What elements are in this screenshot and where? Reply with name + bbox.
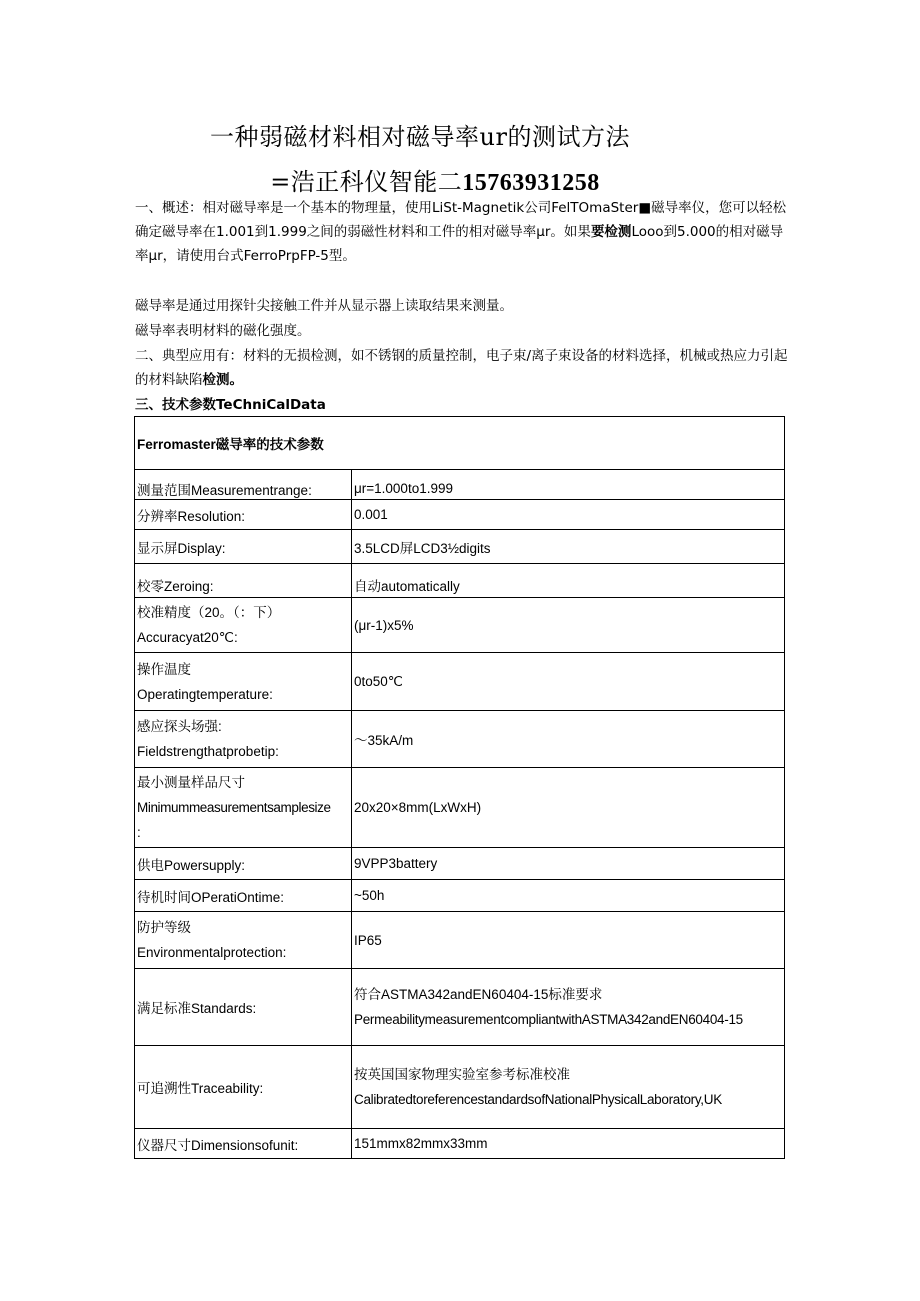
table-row [135,530,785,564]
param-value-en: PermeabilitymeasurementcompliantwithASTMA342andEN60404-15 [354,1012,743,1027]
table-row [135,653,785,711]
param-label-en: Minimummeasurementsamplesize [137,800,331,815]
param-label: 待机时间OPeratiOntime: [135,880,352,912]
param-value: 151mmx82mmx33mm [352,1129,785,1159]
param-label-tail: : [137,825,141,840]
param-label: 测量范围Measurementrange: [135,470,352,500]
applications-paragraph [135,344,790,392]
table-row [135,912,785,969]
spec-table [134,416,785,1159]
param-value: 20x20×8mm(LxWxH) [352,768,785,848]
permeability-paragraph: 磁导率表明材料的磁化强度。 [135,323,311,339]
tech-data-heading: 三、技术参数TeChniCalData [135,397,326,413]
param-label: 分辨率Resolution: [135,500,352,530]
applications-text: 二、典型应用有：材料的无损检测，如不锈钢的质量控制，电子束/离子束设备的材料选择，机械或热应力引起的材料缺陷 [135,348,788,388]
param-label [135,768,352,848]
table-row [135,500,785,530]
subtitle-company: =浩正科仪智能二 [270,168,463,196]
table-row [135,711,785,768]
param-value-en: CalibratedtoreferencestandardsofNationalPhysicalLaboratory,UK [354,1092,722,1107]
param-value [352,969,785,1046]
measurement-paragraph: 磁导率是通过用探针尖接触工件并从显示器上读取结果来测量。 [135,298,513,314]
param-label-en: Operatingtemperature: [137,686,273,702]
table-row [135,1129,785,1159]
param-label: 仪器尺寸Dimensionsofunit: [135,1129,352,1159]
table-row [135,1046,785,1129]
param-label: 供电Powersupply: [135,848,352,880]
table-row [135,969,785,1046]
param-value: (μr-1)x5% [352,598,785,653]
applications-bold-text: 检测。 [202,372,243,388]
param-label-en: Fieldstrengthatprobetip: [137,744,279,759]
param-label [135,711,352,768]
param-value: 自动automatically [352,564,785,598]
param-label-cn: 校准精度（20。（：下） [137,605,281,620]
table-header-cell: Ferromaster磁导率的技术参数 [135,417,785,470]
param-label-cn: 操作温度 [137,661,191,677]
param-value: IP65 [352,912,785,969]
param-label-cn: 感应探头场强: [137,719,222,734]
document-title: 一种弱磁材料相对磁导率ur的测试方法 [210,123,630,151]
param-value: 0.001 [352,500,785,530]
table-row [135,848,785,880]
param-value: μr=1.000to1.999 [352,470,785,500]
param-value: ～35kA/m [352,711,785,768]
param-label-cn: 防护等级 [137,920,191,935]
param-value [352,1046,785,1129]
param-label: 满足标准Standards: [135,969,352,1046]
param-value-cn: 按英国国家物理实验室参考标准校准 [354,1067,570,1082]
table-header-row [135,417,785,470]
overview-tail-text: Looo到5.000的相对磁导率μr，请使用台式FerroPrpFP-5型。 [135,224,784,264]
param-label: 可追溯性Traceability: [135,1046,352,1129]
param-value: 3.5LCD屏LCD3½digits [352,530,785,564]
param-value: 0to50℃ [352,653,785,711]
param-label: 显示屏Display: [135,530,352,564]
param-value: ~50h [352,880,785,912]
table-row [135,598,785,653]
document-subtitle [0,162,920,197]
table-row [135,564,785,598]
overview-bold-text: 要检测 [590,224,632,240]
param-label [135,598,352,653]
param-value: 9VPP3battery [352,848,785,880]
table-row [135,880,785,912]
table-row [135,470,785,500]
param-label [135,912,352,969]
param-value-cn: 符合ASTMA342andEN60404-15标准要求 [354,987,603,1002]
param-label-en: Environmentalprotection: [137,945,287,960]
param-label [135,653,352,711]
overview-text: 一、概述：相对磁导率是一个基本的物理量，使用LiSt-Magnetik公司FelTOmaSter■磁导率仪，您可以轻松确定磁导率在1.001到1.999之间的弱磁性材料和工件的相对磁导率μr。如果 [135,200,787,240]
param-label-en: Accuracyat20℃: [137,630,238,645]
param-label-cn: 最小测量样品尺寸 [137,775,245,790]
param-label: 校零Zeroing: [135,564,352,598]
subtitle-phone: 15763931258 [462,170,600,196]
table-row [135,768,785,848]
overview-paragraph [135,196,790,268]
